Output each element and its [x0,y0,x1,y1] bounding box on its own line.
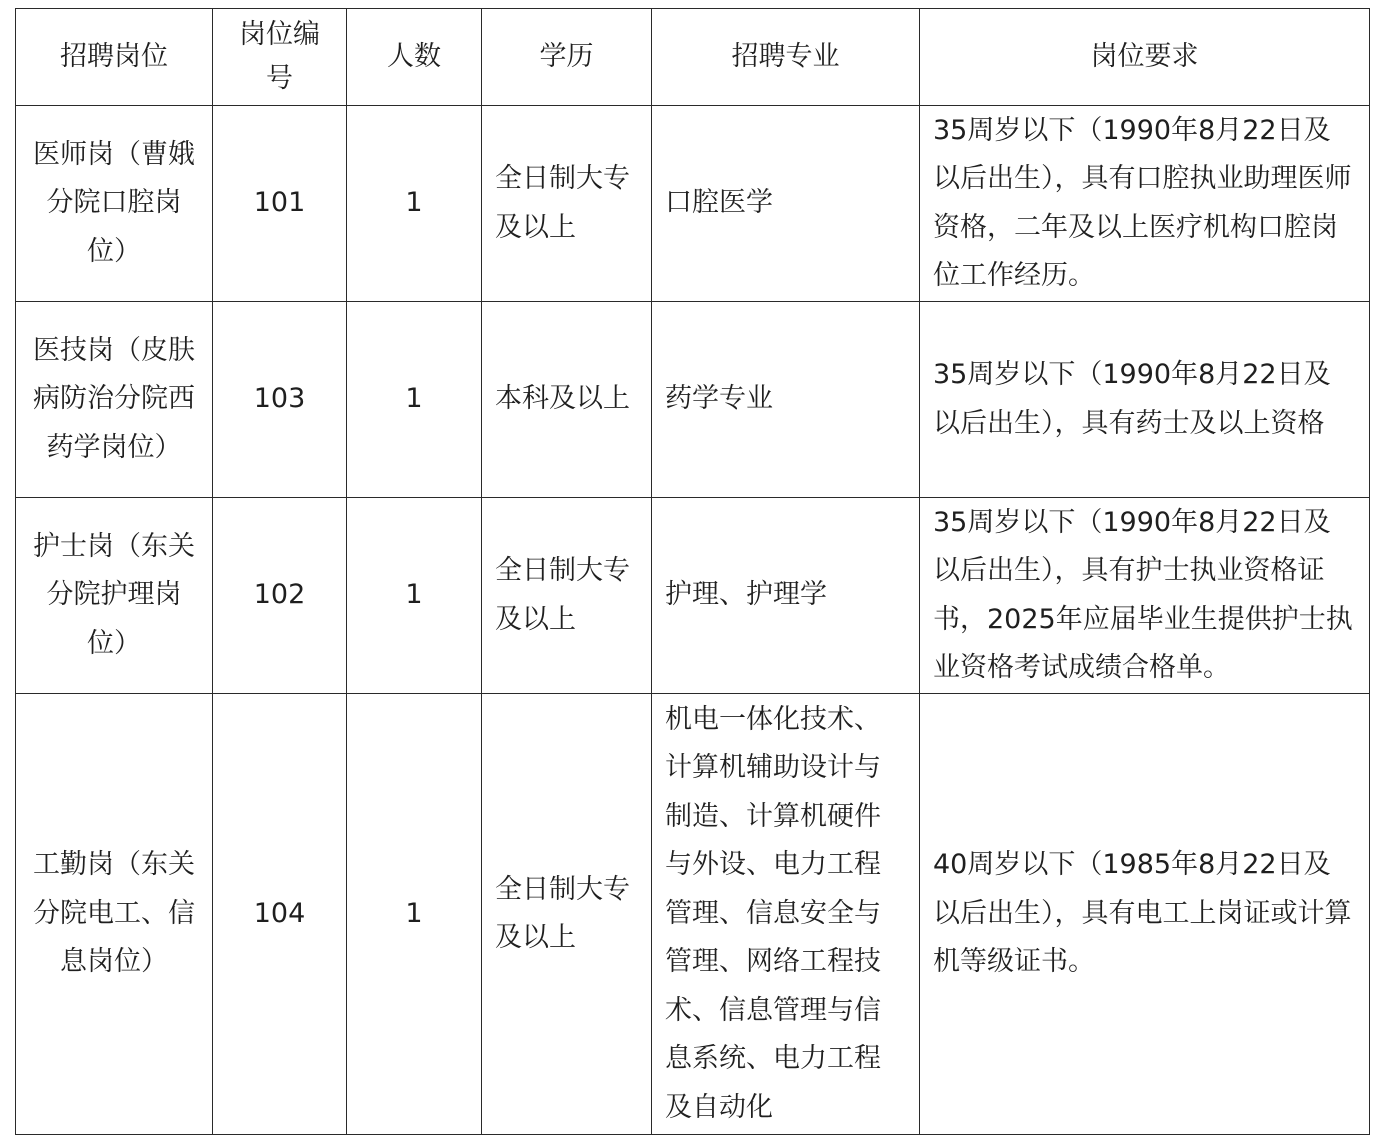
recruitment-table [15,8,1370,1135]
cell-count: 1 [347,694,482,1135]
cell-major: 机电一体化技术、计算机辅助设计与制造、计算机硬件与外设、电力工程管理、信息安全与管理、网络工程技术、信息管理与信息系统、电力工程及自动化 [652,694,920,1135]
cell-requirements: 40周岁以下（1985年8月22日及以后出生），具有电工上岗证或计算机等级证书。 [920,694,1370,1135]
header-education: 学历 [482,9,652,106]
header-major: 招聘专业 [652,9,920,106]
cell-education: 全日制大专及以上 [482,498,652,694]
cell-major: 护理、护理学 [652,498,920,694]
cell-requirements: 35周岁以下（1990年8月22日及以后出生），具有口腔执业助理医师资格，二年及以上医疗机构口腔岗位工作经历。 [920,106,1370,302]
cell-code: 103 [213,302,347,498]
cell-count: 1 [347,302,482,498]
header-count: 人数 [347,9,482,106]
table-row [16,498,1370,694]
cell-position: 护士岗（东关分院护理岗位） [16,498,213,694]
cell-count: 1 [347,498,482,694]
cell-code: 101 [213,106,347,302]
cell-position: 医师岗（曹娥分院口腔岗位） [16,106,213,302]
header-requirements: 岗位要求 [920,9,1370,106]
header-position: 招聘岗位 [16,9,213,106]
cell-education: 本科及以上 [482,302,652,498]
cell-position: 医技岗（皮肤病防治分院西药学岗位） [16,302,213,498]
cell-major: 药学专业 [652,302,920,498]
table-row [16,106,1370,302]
cell-requirements: 35周岁以下（1990年8月22日及以后出生），具有护士执业资格证书，2025年应届毕业生提供护士执业资格考试成绩合格单。 [920,498,1370,694]
table-row [16,302,1370,498]
cell-education: 全日制大专及以上 [482,106,652,302]
cell-requirements: 35周岁以下（1990年8月22日及以后出生），具有药士及以上资格 [920,302,1370,498]
cell-code: 104 [213,694,347,1135]
cell-major: 口腔医学 [652,106,920,302]
cell-count: 1 [347,106,482,302]
table-row [16,694,1370,1135]
header-row [16,9,1370,106]
cell-position: 工勤岗（东关分院电工、信息岗位） [16,694,213,1135]
header-code: 岗位编号 [213,9,347,106]
cell-education: 全日制大专及以上 [482,694,652,1135]
cell-code: 102 [213,498,347,694]
